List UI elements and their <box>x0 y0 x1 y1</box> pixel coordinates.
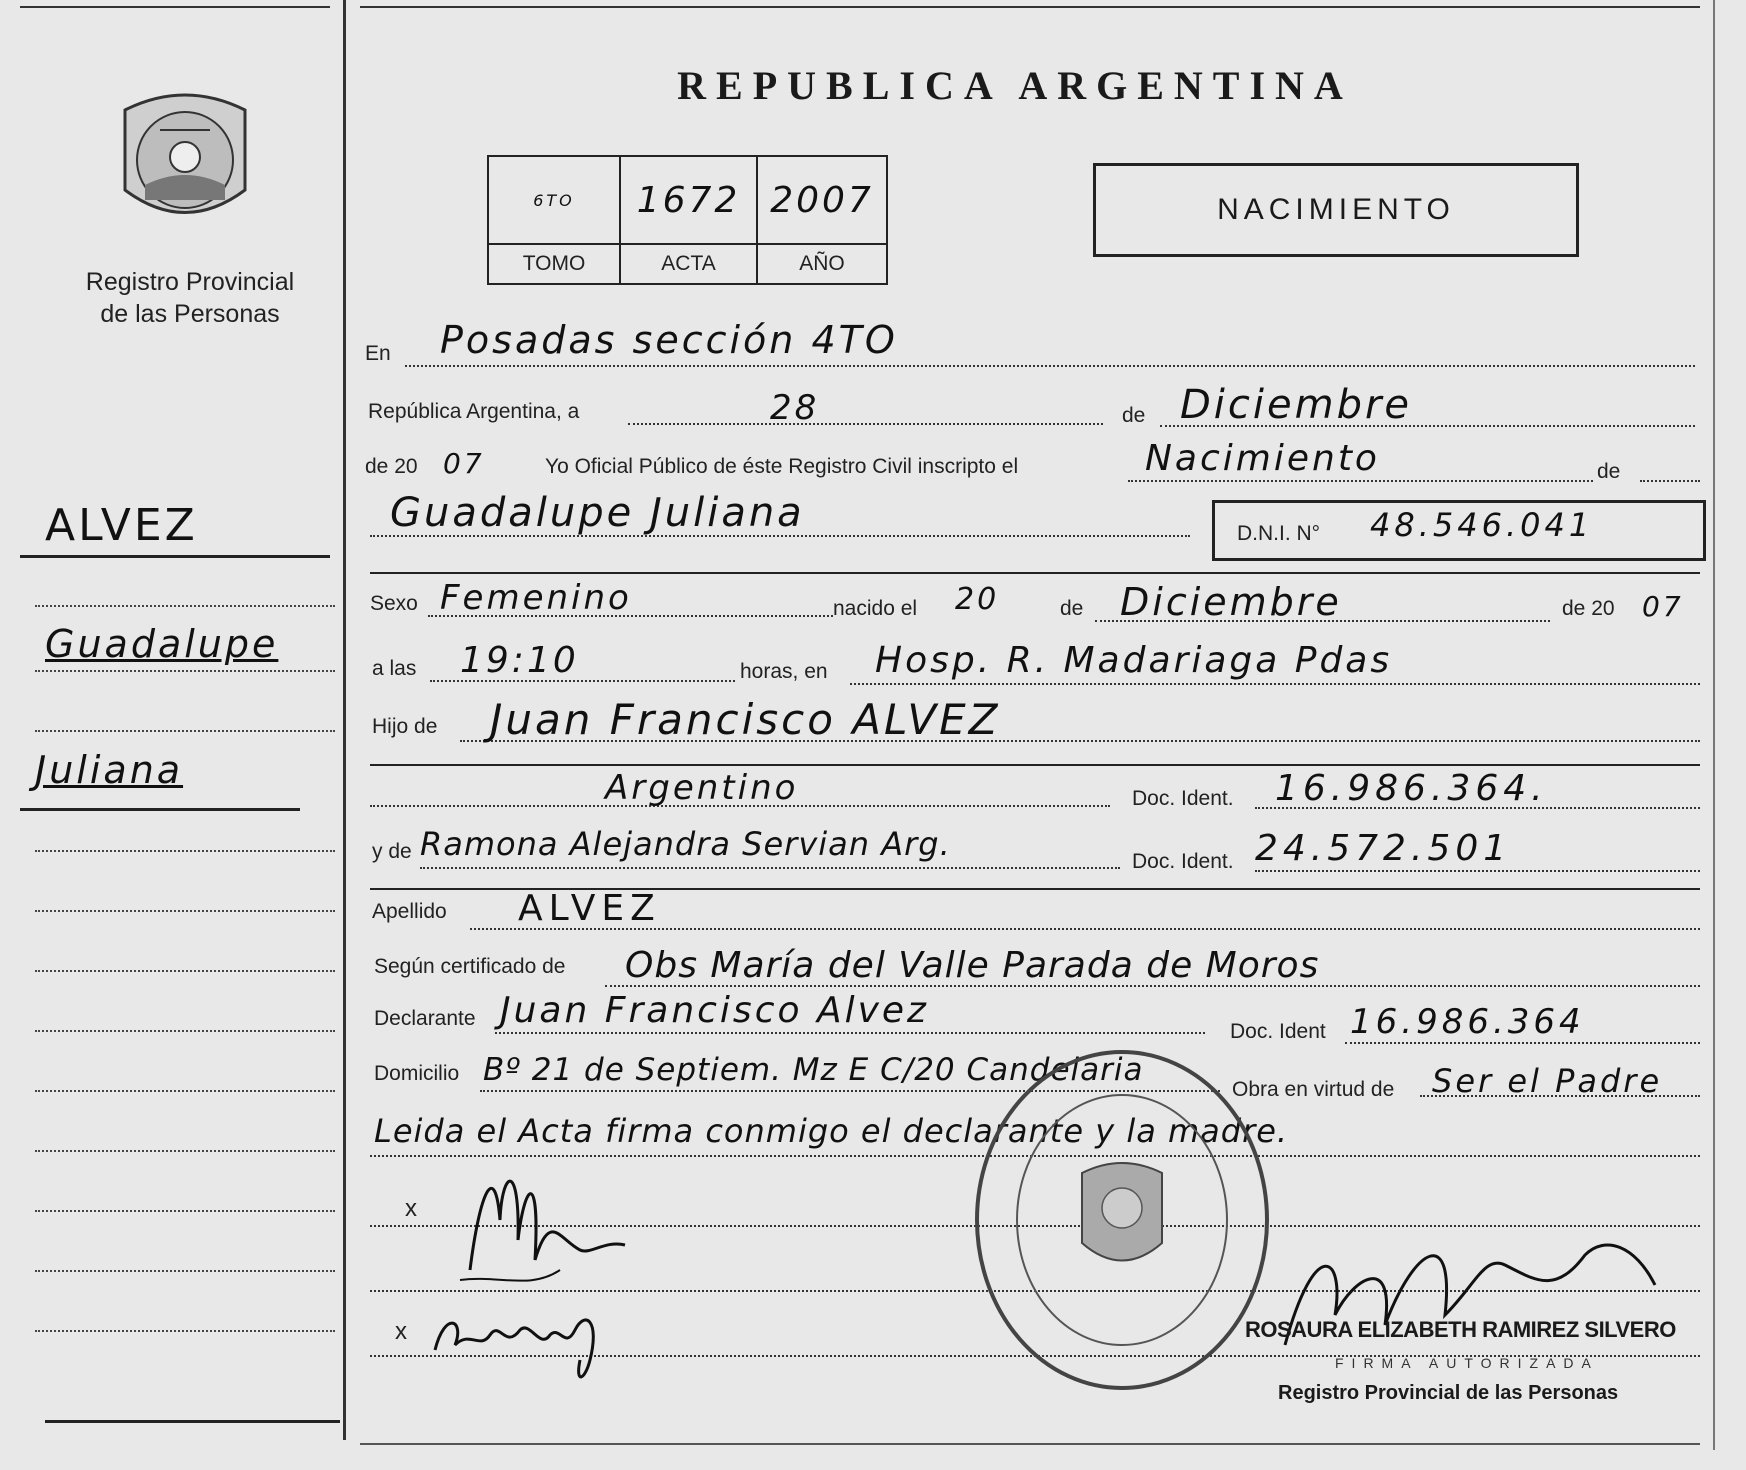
birth-day-value: 20 <box>955 582 1000 617</box>
sidebar-name2-line <box>20 808 300 811</box>
de20-label: de 20 <box>365 455 418 478</box>
sidebar-dotted-line <box>35 1150 335 1152</box>
sidebar-dotted-line <box>35 1270 335 1272</box>
de20b-label: de 20 <box>1562 597 1615 620</box>
sidebar-surname: ALVEZ <box>45 500 198 551</box>
declarante-doc-value: 16.986.364 <box>1350 1002 1585 1042</box>
declarante-value: Juan Francisco Alvez <box>500 990 929 1031</box>
dni-label: D.N.I. N° <box>1237 522 1321 545</box>
month-value: Diciembre <box>1180 382 1413 428</box>
sidebar-name1: Guadalupe <box>45 622 279 666</box>
child-name-line <box>370 535 1190 537</box>
sidebar-dotted-line <box>35 1330 335 1332</box>
year-value: 07 <box>443 447 485 480</box>
oficial-text: Yo Oficial Público de éste Registro Civil inscripto el <box>545 455 1019 478</box>
day-value: 28 <box>770 388 820 428</box>
father-value: Juan Francisco ALVEZ <box>490 695 1001 744</box>
signature-x-mark: x <box>395 1318 407 1345</box>
sidebar-dotted-line <box>35 670 335 672</box>
de2-label: de <box>1597 460 1621 483</box>
birth-year-value: 07 <box>1642 590 1684 623</box>
signature-x-mark: x <box>405 1195 417 1222</box>
doc3-label: Doc. Ident <box>1230 1020 1326 1043</box>
record-type-label: NACIMIENTO <box>1217 193 1455 226</box>
right-border <box>1713 0 1715 1450</box>
doc-label: Doc. Ident. <box>1132 787 1234 810</box>
tomo-label: TOMO <box>488 244 620 284</box>
place-line <box>850 683 1700 685</box>
declarante-label: Declarante <box>374 1007 476 1030</box>
sidebar-dotted-line <box>35 1210 335 1212</box>
provincial-seal-icon <box>110 85 260 240</box>
en-label: En <box>365 342 391 365</box>
obra-label: Obra en virtud de <box>1232 1078 1395 1101</box>
mother-line <box>420 867 1120 869</box>
en-line <box>405 365 1695 367</box>
dni-value: 48.546.041 <box>1370 506 1594 544</box>
officer-signature-icon <box>1255 1195 1695 1380</box>
row-separator <box>370 572 1700 574</box>
bottom-border-main <box>360 1443 1700 1445</box>
day-line <box>628 423 1103 425</box>
left-column-divider <box>343 0 346 1440</box>
de2-line <box>1640 480 1700 482</box>
inscripto-line <box>1128 480 1593 482</box>
officer-name: ROSAURA ELIZABETH RAMIREZ SILVERO <box>1245 1317 1676 1342</box>
org-name-line1: Registro Provincial <box>85 268 295 296</box>
doc2-label: Doc. Ident. <box>1132 850 1234 873</box>
top-border-left <box>20 6 330 8</box>
mother-signature-icon <box>425 1290 635 1395</box>
anio-value: 2007 <box>757 156 887 244</box>
sidebar-bottom-line <box>45 1420 340 1423</box>
row-separator <box>370 764 1700 766</box>
de-label: de <box>1122 404 1146 427</box>
sidebar-dotted-line <box>35 970 335 972</box>
top-border-main <box>360 6 1700 8</box>
official-stamp-icon <box>972 1048 1272 1398</box>
record-number-box <box>487 155 888 285</box>
declarante-doc-line <box>1345 1042 1700 1044</box>
time-value: 19:10 <box>460 640 579 681</box>
mother-value: Ramona Alejandra Servian Arg. <box>420 825 951 863</box>
alas-label: a las <box>372 657 417 680</box>
sidebar-surname-line <box>20 555 330 558</box>
obra-value: Ser el Padre <box>1432 1062 1663 1100</box>
father-doc-value: 16.986.364. <box>1275 768 1548 809</box>
org-name-line2: de las Personas <box>100 300 280 328</box>
domicilio-label: Domicilio <box>374 1062 460 1085</box>
declarante-line <box>495 1032 1205 1034</box>
firma-autorizada-text: FIRMA AUTORIZADA <box>1335 1355 1599 1371</box>
apellido-label: Apellido <box>372 900 447 923</box>
sidebar-dotted-line <box>35 1030 335 1032</box>
republica-label: República Argentina, a <box>368 400 580 423</box>
mother-doc-line <box>1255 870 1700 872</box>
en-value: Posadas sección 4TO <box>440 318 898 362</box>
child-name-value: Guadalupe Juliana <box>390 490 805 536</box>
inscripto-value: Nacimiento <box>1145 438 1380 479</box>
record-type-box <box>1093 163 1579 257</box>
sidebar-dotted-line <box>35 910 335 912</box>
sexo-label: Sexo <box>370 592 418 615</box>
nacido-label: nacido el <box>833 597 918 620</box>
acta-label: ACTA <box>620 244 757 284</box>
mother-doc-value: 24.572.501 <box>1255 828 1512 869</box>
sidebar-dotted-line <box>35 730 335 732</box>
leida-value: Leida el Acta firma conmigo el declarante y la madre. <box>374 1112 1289 1150</box>
father-signature-icon <box>440 1150 660 1305</box>
document-title: REPUBLICA ARGENTINA <box>677 63 1353 108</box>
yde-label: y de <box>372 840 412 863</box>
sidebar-dotted-line <box>35 605 335 607</box>
tomo-value: 6TO <box>488 156 620 244</box>
sexo-value: Femenino <box>440 578 632 618</box>
apellido-value: ALVEZ <box>518 888 661 929</box>
segun-value: Obs María del Valle Parada de Moros <box>625 945 1320 986</box>
father-nationality-value: Argentino <box>605 768 799 808</box>
place-value: Hosp. R. Madariaga Pdas <box>875 640 1393 681</box>
segun-label: Según certificado de <box>374 955 566 978</box>
sidebar-dotted-line <box>35 850 335 852</box>
birth-month-value: Diciembre <box>1120 580 1342 624</box>
de3-label: de <box>1060 597 1084 620</box>
anio-label: AÑO <box>757 244 887 284</box>
registry-footer-text: Registro Provincial de las Personas <box>1278 1382 1619 1404</box>
hijo-label: Hijo de <box>372 715 438 738</box>
domicilio-value: Bº 21 de Septiem. Mz E C/20 Candelaria <box>483 1052 1144 1088</box>
sidebar-dotted-line <box>35 1090 335 1092</box>
acta-value: 1672 <box>620 156 757 244</box>
sidebar-name2: Juliana <box>35 748 184 792</box>
horas-label: horas, en <box>740 660 828 683</box>
